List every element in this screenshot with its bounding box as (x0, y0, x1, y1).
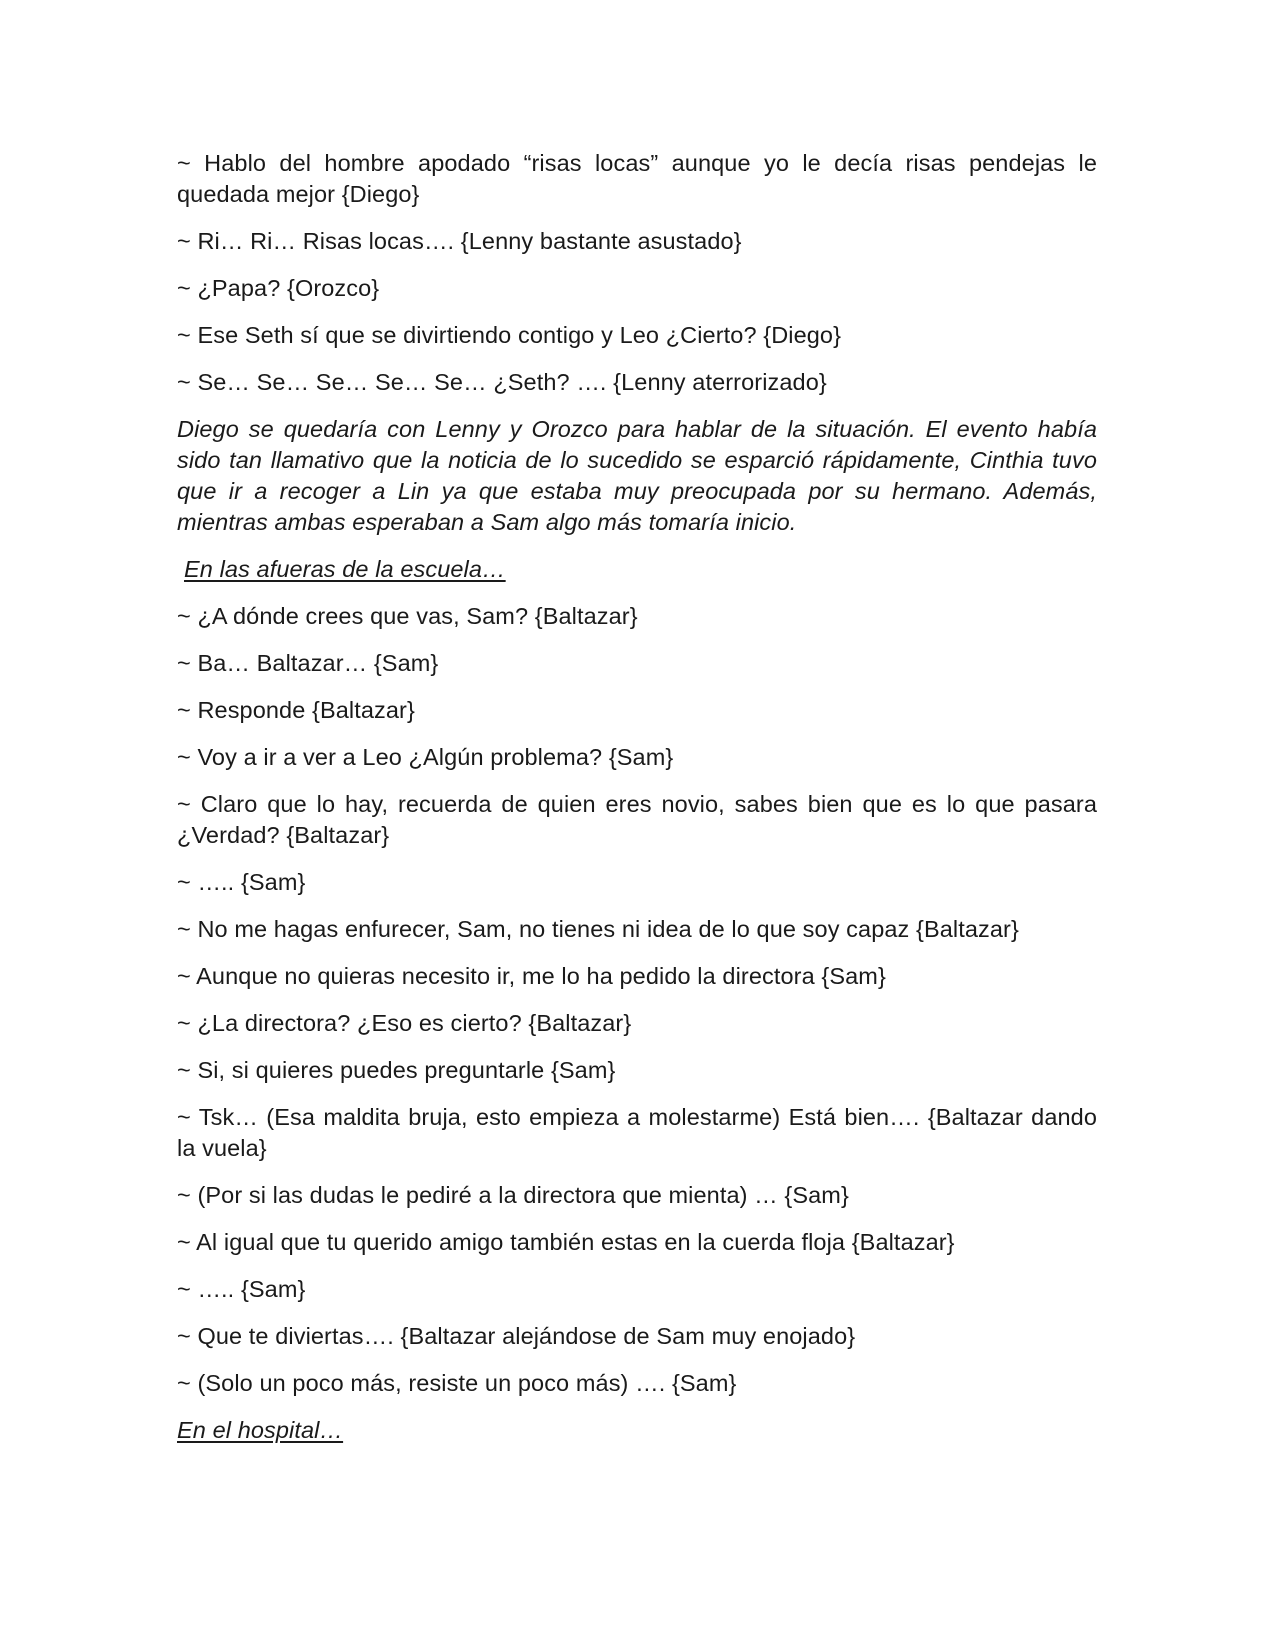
dialogue-line: ~ (Solo un poco más, resiste un poco más) …. {Sam} (177, 1370, 737, 1396)
scene-heading (177, 1415, 1097, 1446)
dialogue-line: ~ Responde {Baltazar} (177, 697, 415, 723)
dialogue-line: ~ ….. {Sam} (177, 1276, 306, 1302)
dialogue-line: ~ Ba… Baltazar… {Sam} (177, 650, 439, 676)
dialogue-line: ~ Aunque no quieras necesito ir, me lo ha pedido la directora {Sam} (177, 963, 886, 989)
dialogue-line: ~ Tsk… (Esa maldita bruja, esto empieza a molestarme) Está bien…. {Baltazar dando la vuela} (177, 1104, 1097, 1161)
dialogue-line: ~ Ese Seth sí que se divirtiendo contigo y Leo ¿Cierto? {Diego} (177, 322, 842, 348)
dialogue-line: ~ Si, si quieres puedes preguntarle {Sam} (177, 1057, 616, 1083)
dialogue-line: ~ Voy a ir a ver a Leo ¿Algún problema? {Sam} (177, 744, 674, 770)
dialogue-line: ~ Hablo del hombre apodado “risas locas” aunque yo le decía risas pendejas le quedada mejor {Diego} (177, 150, 1097, 207)
dialogue-line: ~ ¿A dónde crees que vas, Sam? {Baltazar} (177, 603, 638, 629)
dialogue-line: ~ No me hagas enfurecer, Sam, no tienes ni idea de lo que soy capaz {Baltazar} (177, 916, 1019, 942)
scene-heading-text: En las afueras de la escuela… (184, 556, 506, 582)
document-page (177, 148, 1097, 1462)
dialogue-line: ~ Ri… Ri… Risas locas…. {Lenny bastante asustado} (177, 228, 742, 254)
dialogue-line: ~ Al igual que tu querido amigo también estas en la cuerda floja {Baltazar} (177, 1229, 955, 1255)
dialogue-line: ~ Claro que lo hay, recuerda de quien eres novio, sabes bien que es lo que pasara ¿Verdad? {Baltazar} (177, 791, 1097, 848)
dialogue-line: ~ ¿La directora? ¿Eso es cierto? {Baltazar} (177, 1010, 632, 1036)
dialogue-line: ~ ….. {Sam} (177, 869, 306, 895)
dialogue-line: ~ (Por si las dudas le pediré a la directora que mienta) … {Sam} (177, 1182, 849, 1208)
scene-heading (177, 554, 1097, 585)
narration-paragraph: Diego se quedaría con Lenny y Orozco para hablar de la situación. El evento había sido tan llamativo que la noticia de lo sucedido se esparció rápidamente, Cinthia tuvo que ir a recoger a Lin ya que estaba muy preocupada por su hermano. Además, mientras ambas esperaban a Sam algo más tomaría inicio. (177, 416, 1097, 535)
dialogue-line: ~ Se… Se… Se… Se… Se… ¿Seth? …. {Lenny aterrorizado} (177, 369, 827, 395)
scene-heading-text: En el hospital… (177, 1417, 344, 1443)
dialogue-line: ~ Que te diviertas…. {Baltazar alejándose de Sam muy enojado} (177, 1323, 856, 1349)
dialogue-line: ~ ¿Papa? {Orozco} (177, 275, 380, 301)
